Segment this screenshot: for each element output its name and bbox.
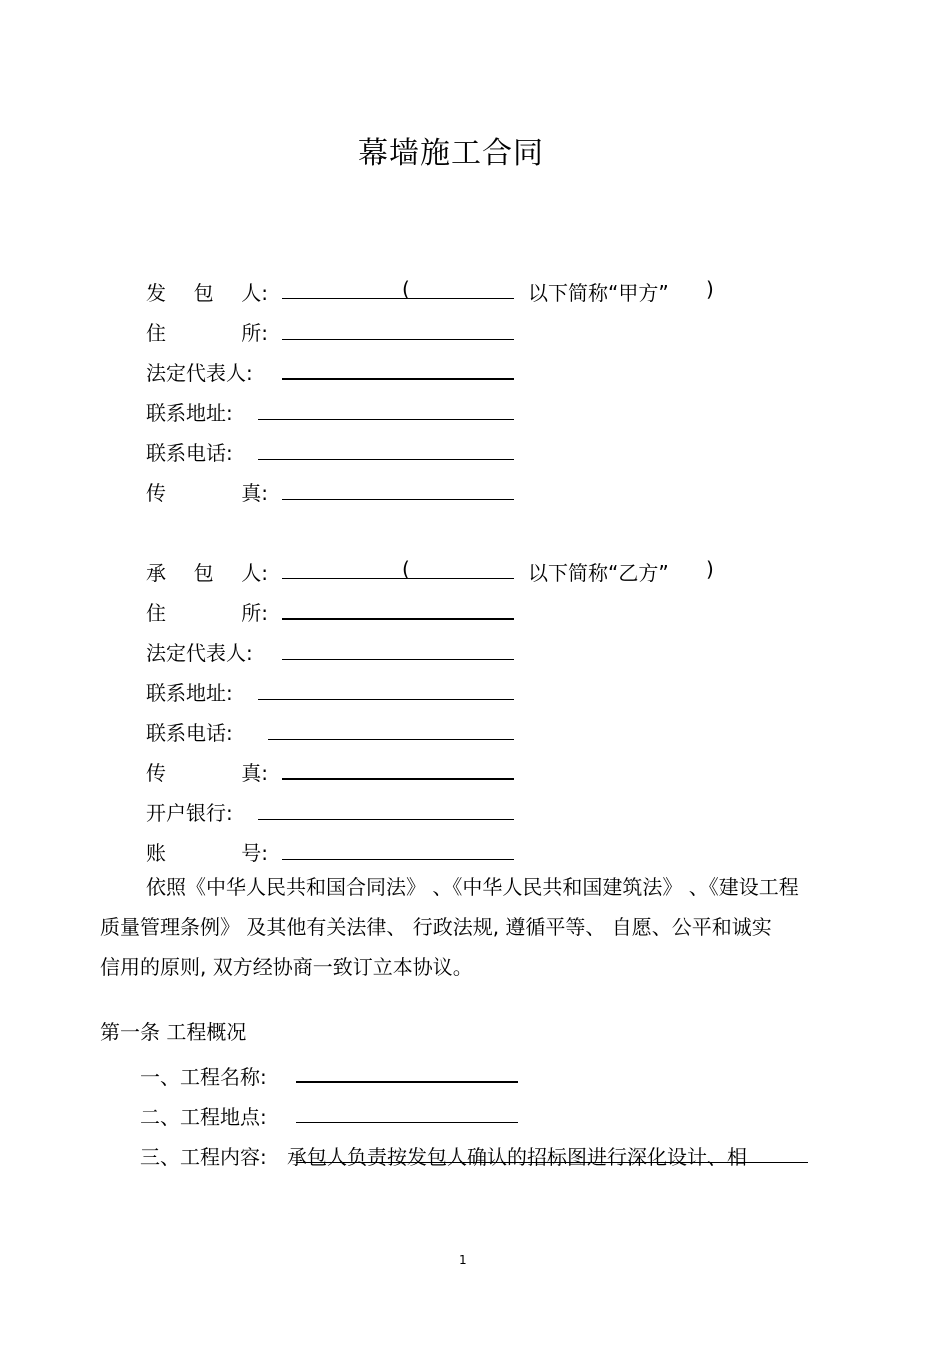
party-a-label-char: 人:: [241, 281, 268, 305]
party-b-label-char: 承: [146, 561, 166, 585]
party-b-fax-field[interactable]: [282, 778, 514, 780]
party-a-open-paren: (: [402, 277, 410, 301]
party-a-fax-label-char: 真:: [241, 481, 268, 505]
party-a-label: [146, 277, 268, 306]
party-b-label-char: 包: [193, 561, 214, 585]
party-a-contact-phone-label: 联系电话:: [146, 441, 233, 465]
project-name-label: 一、工程名称:: [140, 1065, 267, 1089]
party-a-close-paren: ): [706, 277, 714, 301]
party-b-legal-rep-label: 法定代表人:: [146, 641, 253, 665]
party-b-account-label-char: 号:: [241, 841, 268, 865]
party-a-fax-label: [146, 477, 268, 506]
party-a-fax-label-char: 传: [146, 481, 166, 505]
party-b-label-char: 人:: [241, 561, 268, 585]
party-b-label: [146, 557, 268, 586]
party-b-address-label-char: 住: [146, 601, 166, 625]
project-location-field[interactable]: [296, 1122, 518, 1123]
party-b-open-paren: (: [402, 557, 410, 581]
party-b-address-label: [146, 597, 268, 626]
intro-line-2: 质量管理条例》 及其他有关法律、 行政法规, 遵循平等、 自愿、公平和诚实: [100, 915, 772, 939]
party-a-legal-rep-label: 法定代表人:: [146, 361, 253, 385]
project-name-field[interactable]: [296, 1081, 518, 1083]
party-b-bank-field[interactable]: [258, 819, 514, 820]
party-a-address-label-char: 住: [146, 321, 166, 345]
party-a-address-label: [146, 317, 268, 346]
party-a-legal-rep-field[interactable]: [282, 378, 514, 380]
page-number: 1: [459, 1253, 467, 1267]
party-a-short-name: 以下简称“甲方”: [528, 281, 669, 305]
party-b-name-field[interactable]: [282, 578, 514, 579]
party-a-label-char: 包: [193, 281, 214, 305]
party-b-contact-phone-field[interactable]: [268, 739, 514, 740]
party-b-contact-phone-label: 联系电话:: [146, 721, 233, 745]
party-a-name-field[interactable]: [282, 298, 514, 299]
article-1-heading: 第一条 工程概况: [100, 1020, 247, 1044]
party-a-contact-address-field[interactable]: [258, 419, 514, 420]
party-a-fax-field[interactable]: [282, 499, 514, 500]
party-b-fax-label-char: 传: [146, 761, 166, 785]
party-b-fax-label: [146, 757, 268, 786]
party-a-label-char: 发: [146, 281, 166, 305]
party-b-short-name: 以下简称“乙方”: [528, 561, 669, 585]
project-content-label: 三、工程内容:: [140, 1145, 267, 1169]
party-a-contact-phone-field[interactable]: [258, 459, 514, 460]
party-b-account-label-char: 账: [146, 841, 166, 865]
project-content-text: 承包人负责按发包人确认的招标图进行深化设计、相: [287, 1145, 747, 1169]
party-b-contact-address-label: 联系地址:: [146, 681, 233, 705]
party-a-address-label-char: 所:: [241, 321, 268, 345]
project-location-label: 二、工程地点:: [140, 1105, 267, 1129]
project-content-field[interactable]: [296, 1162, 808, 1163]
party-a-contact-address-label: 联系地址:: [146, 401, 233, 425]
intro-line-3: 信用的原则, 双方经协商一致订立本协议。: [100, 955, 473, 979]
party-b-bank-label: 开户银行:: [146, 801, 233, 825]
party-b-account-label: [146, 837, 268, 866]
party-b-address-field[interactable]: [282, 618, 514, 620]
party-b-close-paren: ): [706, 557, 714, 581]
party-b-fax-label-char: 真:: [241, 761, 268, 785]
party-b-address-label-char: 所:: [241, 601, 268, 625]
party-b-contact-address-field[interactable]: [258, 699, 514, 700]
party-b-account-field[interactable]: [282, 859, 514, 860]
party-a-address-field[interactable]: [282, 339, 514, 340]
party-b-legal-rep-field[interactable]: [282, 659, 514, 660]
intro-line-1: 依照《中华人民共和国合同法》 、《中华人民共和国建筑法》 、《建设工程: [146, 875, 799, 899]
document-title: 幕墙施工合同: [358, 136, 544, 171]
